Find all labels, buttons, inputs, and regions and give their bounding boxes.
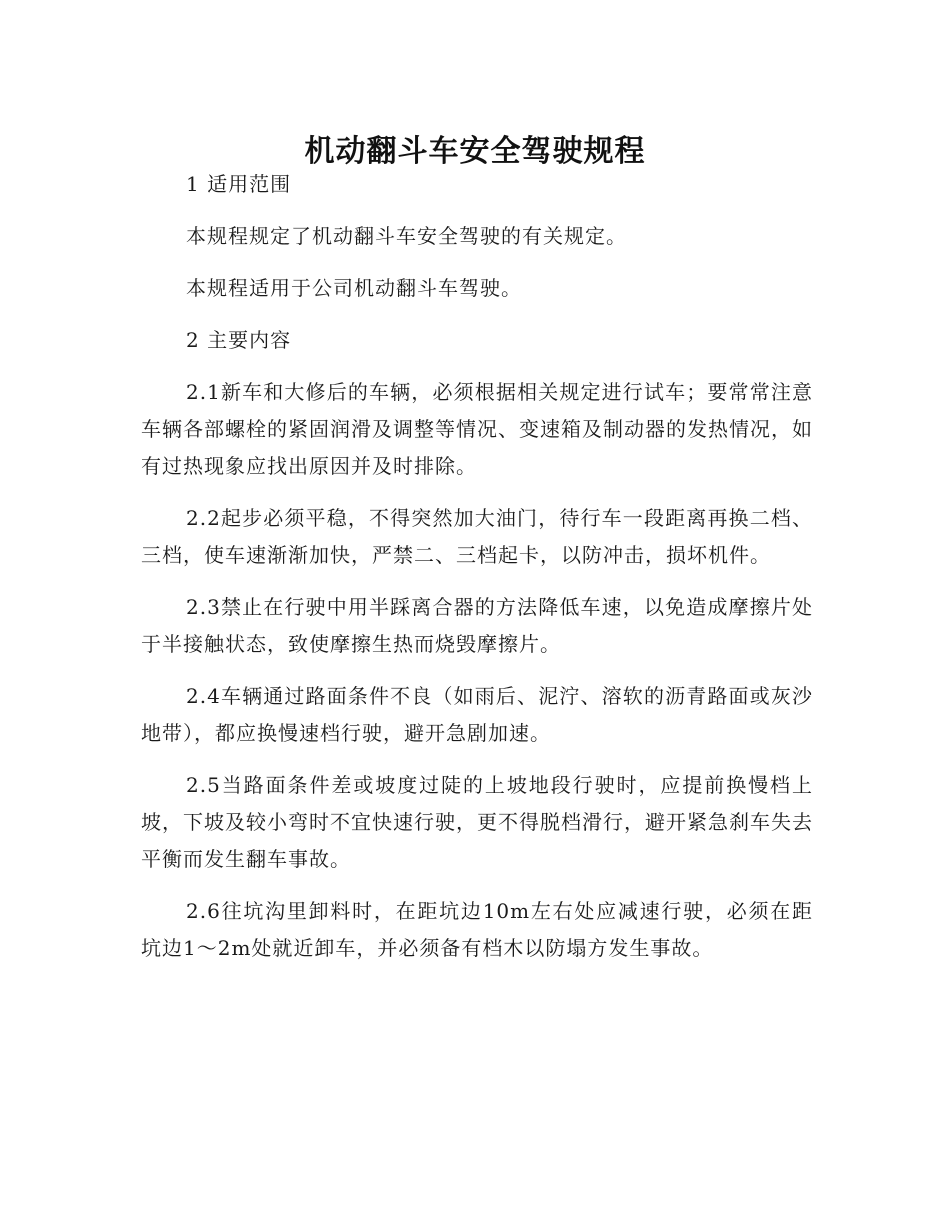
clause-2-6: 2.6往坑沟里卸料时，在距坑边10m左右处应减速行驶，必须在距坑边1～2m处就近卸车，并必须备有档木以防塌方发生事故。 <box>141 899 813 960</box>
section-heading-main-content: 2 主要内容 <box>186 328 292 352</box>
scope-paragraph: 本规程适用于公司机动翻斗车驾驶。 <box>186 276 522 300</box>
section-heading-scope: 1 适用范围 <box>186 172 292 196</box>
clause-2-4: 2.4车辆通过路面条件不良（如雨后、泥泞、溶软的沥青路面或灰沙地带），都应换慢速档行驶，避开急剧加速。 <box>141 684 813 745</box>
document-body <box>141 166 813 982</box>
scope-paragraph: 本规程规定了机动翻斗车安全驾驶的有关规定。 <box>186 224 627 248</box>
clause-2-3: 2.3禁止在行驶中用半踩离合器的方法降低车速，以免造成摩擦片处于半接触状态，致使摩擦生热而烧毁摩擦片。 <box>141 595 813 656</box>
document-title: 机动翻斗车安全驾驶规程 <box>304 134 646 170</box>
clause-2-1: 2.1新车和大修后的车辆，必须根据相关规定进行试车；要常常注意车辆各部螺栓的紧固润滑及调整等情况、变速箱及制动器的发热情况，如有过热现象应找出原因并及时排除。 <box>141 380 813 478</box>
clause-2-5: 2.5当路面条件差或坡度过陡的上坡地段行驶时，应提前换慢档上坡，下坡及较小弯时不宜快速行驶，更不得脱档滑行，避开紧急刹车失去平衡而发生翻车事故。 <box>141 773 813 871</box>
clause-2-2: 2.2起步必须平稳，不得突然加大油门，待行车一段距离再换二档、三档，使车速渐渐加快，严禁二、三档起卡，以防冲击，损坏机件。 <box>141 506 813 567</box>
